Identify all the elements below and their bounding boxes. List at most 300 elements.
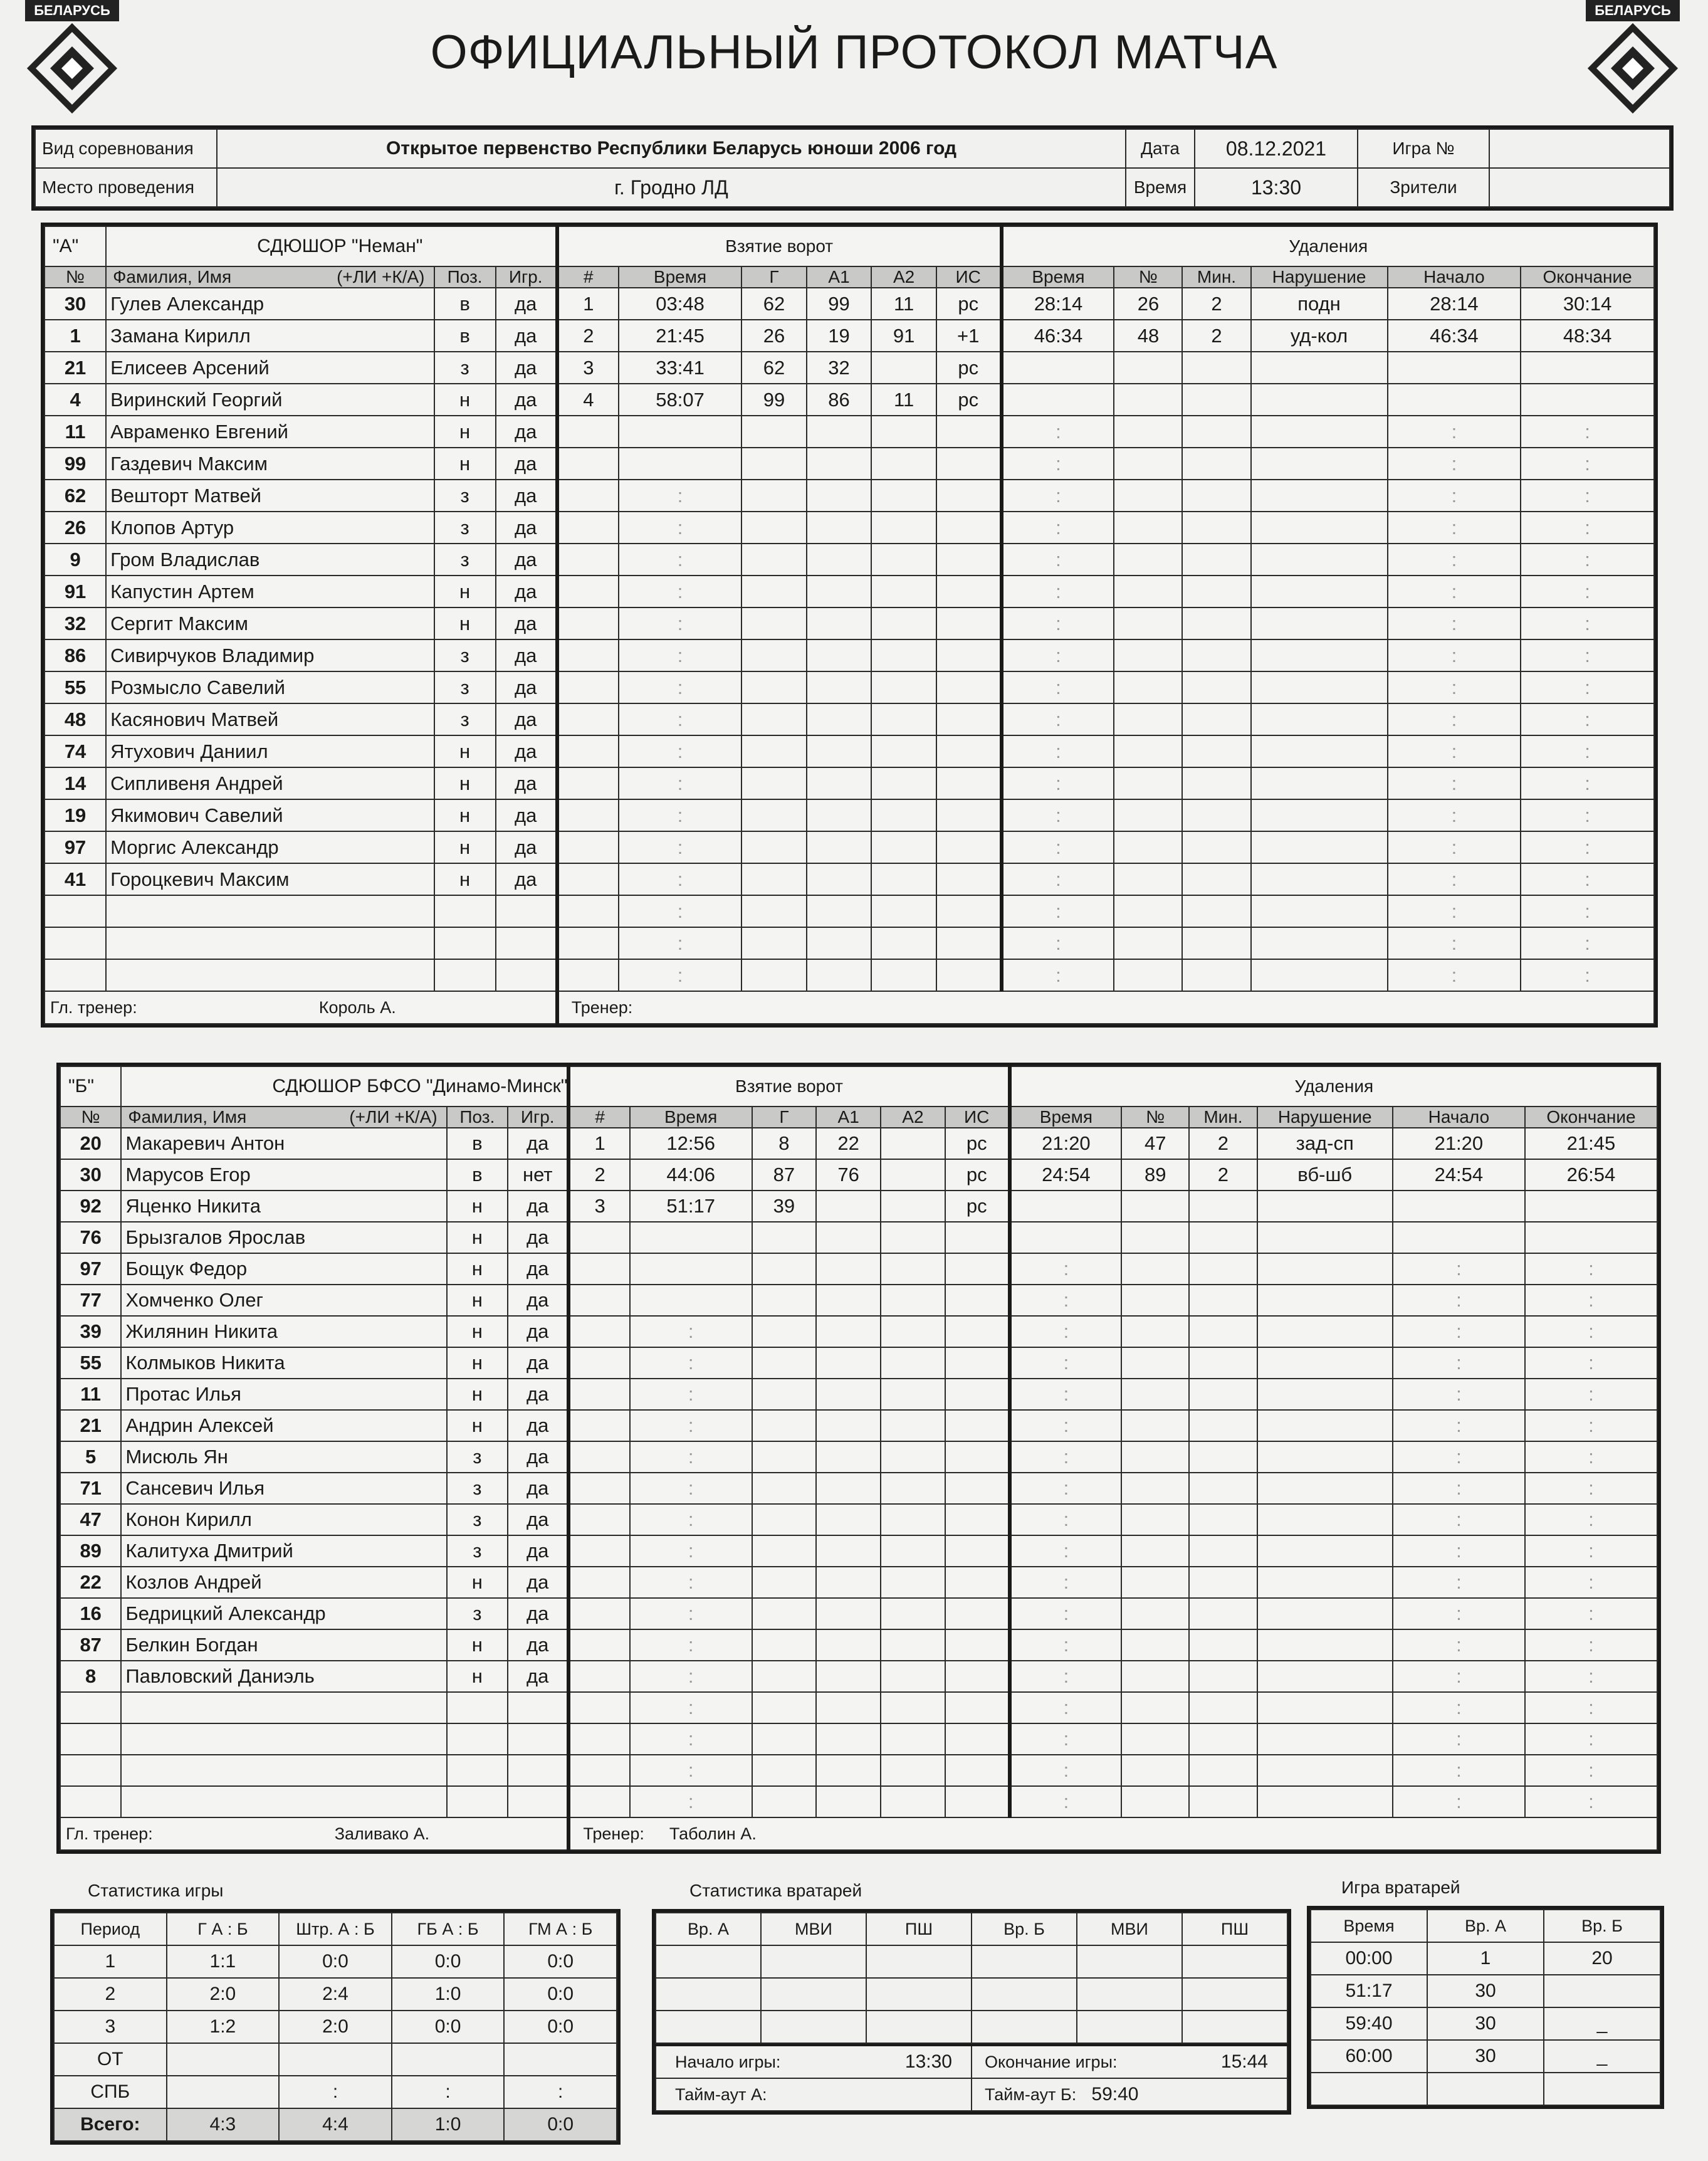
col-no-header: № <box>45 266 106 288</box>
goal-assist1 <box>816 1410 881 1441</box>
player-played: нет <box>508 1159 568 1191</box>
goal-number <box>557 544 619 576</box>
goal-number <box>568 1504 629 1535</box>
goal-situation <box>936 416 1002 448</box>
penalty-infraction <box>1257 1755 1393 1786</box>
penalty-minutes <box>1189 1598 1257 1629</box>
player-row <box>45 320 1654 352</box>
goal-assist2 <box>881 1159 945 1191</box>
penalty-end: : <box>1525 1379 1657 1410</box>
player-position: з <box>447 1441 508 1473</box>
penalty-player <box>1114 639 1182 671</box>
goal-number <box>557 735 619 767</box>
player-number <box>60 1786 121 1817</box>
col-pos-header: Поз. <box>447 1107 508 1128</box>
goal-assist2 <box>881 1473 945 1504</box>
goal-assist2 <box>871 735 936 767</box>
goal-situation: рс <box>945 1128 1010 1159</box>
col-name-label: Фамилия, Имя <box>113 267 232 287</box>
player-number: 71 <box>60 1473 121 1504</box>
goal-situation <box>945 1723 1010 1755</box>
player-name: Ятухович Даниил <box>106 735 434 767</box>
penalty-minutes <box>1182 863 1250 895</box>
player-position: з <box>434 544 496 576</box>
col-situation-header: ИС <box>945 1107 1010 1128</box>
penalty-start: 24:54 <box>1393 1159 1525 1191</box>
player-row <box>60 1723 1657 1755</box>
goal-situation <box>936 480 1002 512</box>
goalie-stats-cell <box>656 2011 761 2043</box>
goalie-play-header: Время <box>1311 1910 1427 1942</box>
team-letter: "А" <box>45 226 106 266</box>
player-played: да <box>496 512 557 544</box>
goal-situation <box>945 1285 1010 1316</box>
col-play-header: Игр. <box>496 266 557 288</box>
goal-scorer <box>752 1222 817 1253</box>
player-row <box>45 607 1654 639</box>
game-label: Игра № <box>1358 129 1489 168</box>
penalty-end: : <box>1525 1441 1657 1473</box>
goalie-stats-cell <box>1182 2011 1287 2043</box>
player-played: да <box>496 767 557 799</box>
player-row <box>60 1786 1657 1817</box>
penalty-end: : <box>1525 1755 1657 1786</box>
goalie-stats-row <box>656 1945 1287 1978</box>
penalty-start: : <box>1393 1723 1525 1755</box>
penalty-time: : <box>1002 831 1114 863</box>
goal-time: : <box>630 1410 752 1441</box>
timeout-b-value: 59:40 <box>1085 2078 1287 2111</box>
period-row <box>54 2076 617 2108</box>
col-pen-start-header: Начало <box>1388 266 1521 288</box>
goal-scorer <box>752 1285 817 1316</box>
goal-scorer: 26 <box>741 320 807 352</box>
period-value: 0:0 <box>504 2108 617 2141</box>
player-position <box>447 1786 508 1817</box>
player-number: 5 <box>60 1441 121 1473</box>
player-name: Хомченко Олег <box>121 1285 446 1316</box>
penalty-start: : <box>1388 927 1521 959</box>
goal-number <box>557 863 619 895</box>
player-number: 87 <box>60 1629 121 1661</box>
goal-assist2 <box>881 1410 945 1441</box>
penalty-infraction <box>1257 1786 1393 1817</box>
penalty-minutes <box>1189 1253 1257 1285</box>
goal-scorer <box>752 1347 817 1379</box>
goal-assist2 <box>881 1692 945 1723</box>
penalty-player <box>1121 1723 1189 1755</box>
goal-time: 33:41 <box>619 352 741 384</box>
goal-time: : <box>619 671 741 703</box>
player-position: н <box>434 863 496 895</box>
goalie-stats-cell <box>761 1945 866 1978</box>
period-label: Всего: <box>54 2108 167 2141</box>
player-row <box>45 384 1654 416</box>
player-number: 11 <box>45 416 106 448</box>
goal-time: : <box>619 480 741 512</box>
goalie-stats-cell <box>761 2011 866 2043</box>
goal-assist2 <box>871 863 936 895</box>
goal-assist2 <box>871 703 936 735</box>
player-position: з <box>447 1598 508 1629</box>
goalie-stats-cell <box>1182 1945 1287 1978</box>
penalty-end: : <box>1521 416 1654 448</box>
goal-scorer <box>752 1535 817 1567</box>
player-position: з <box>434 480 496 512</box>
goal-scorer <box>741 512 807 544</box>
penalty-start: : <box>1388 863 1521 895</box>
goal-scorer: 39 <box>752 1191 817 1222</box>
goalie-stats-header: МВИ <box>1077 1913 1182 1945</box>
goal-assist1 <box>807 607 872 639</box>
goal-scorer <box>752 1316 817 1347</box>
goalie-stats-row <box>656 1978 1287 2011</box>
penalty-end: : <box>1525 1347 1657 1379</box>
penalty-start: : <box>1388 416 1521 448</box>
player-position: з <box>434 671 496 703</box>
goal-time: : <box>619 799 741 831</box>
player-number: 76 <box>60 1222 121 1253</box>
penalty-minutes <box>1182 352 1250 384</box>
penalty-time: : <box>1002 544 1114 576</box>
penalty-player <box>1114 671 1182 703</box>
goalie-a: 30 <box>1427 2040 1544 2073</box>
penalty-infraction: уд-кол <box>1251 320 1388 352</box>
goal-assist1 <box>807 671 872 703</box>
penalty-minutes <box>1189 1567 1257 1598</box>
penalty-end: : <box>1521 735 1654 767</box>
player-played: да <box>496 544 557 576</box>
penalty-time: : <box>1010 1316 1122 1347</box>
head-coach-name: Король А. <box>318 997 396 1017</box>
goal-scorer <box>741 607 807 639</box>
player-row <box>60 1379 1657 1410</box>
team-name: СДЮШОР БФСО "Динамо-Минск" <box>121 1066 568 1107</box>
goal-scorer <box>741 544 807 576</box>
penalty-minutes <box>1182 799 1250 831</box>
penalty-start: : <box>1388 607 1521 639</box>
penalty-infraction: зад-сп <box>1257 1128 1393 1159</box>
spectators-value <box>1489 168 1670 207</box>
goal-time: : <box>630 1473 752 1504</box>
penalty-end <box>1525 1222 1657 1253</box>
player-number: 4 <box>45 384 106 416</box>
goal-situation <box>936 512 1002 544</box>
player-name: Андрин Алексей <box>121 1410 446 1441</box>
penalty-start: : <box>1393 1253 1525 1285</box>
goal-situation <box>945 1473 1010 1504</box>
player-name: Гулев Александр <box>106 288 434 320</box>
penalty-player <box>1114 384 1182 416</box>
penalty-infraction <box>1251 735 1388 767</box>
player-row <box>60 1316 1657 1347</box>
goal-assist2 <box>871 927 936 959</box>
player-name <box>106 927 434 959</box>
player-name: Макаревич Антон <box>121 1128 446 1159</box>
player-number: 8 <box>60 1661 121 1692</box>
penalty-time: : <box>1002 416 1114 448</box>
penalty-time: : <box>1002 703 1114 735</box>
penalty-player <box>1114 607 1182 639</box>
penalty-player <box>1114 544 1182 576</box>
penalty-time: : <box>1010 1504 1122 1535</box>
player-name: Колмыков Никита <box>121 1347 446 1379</box>
player-row <box>45 767 1654 799</box>
penalty-player <box>1114 735 1182 767</box>
penalty-start: : <box>1388 671 1521 703</box>
goal-situation <box>945 1504 1010 1535</box>
player-number: 97 <box>60 1253 121 1285</box>
date-label: Дата <box>1126 129 1195 168</box>
player-played: да <box>508 1441 568 1473</box>
goal-assist2 <box>881 1786 945 1817</box>
player-row <box>60 1692 1657 1723</box>
penalty-infraction <box>1251 927 1388 959</box>
goal-time: : <box>619 863 741 895</box>
penalty-end: : <box>1525 1285 1657 1316</box>
goal-number <box>568 1723 629 1755</box>
goal-time: : <box>630 1723 752 1755</box>
goal-situation <box>945 1786 1010 1817</box>
player-number: 19 <box>45 799 106 831</box>
penalty-end: : <box>1525 1567 1657 1598</box>
penalty-infraction <box>1257 1567 1393 1598</box>
penalty-minutes <box>1182 576 1250 607</box>
penalty-minutes <box>1182 416 1250 448</box>
penalty-time: 21:20 <box>1010 1128 1122 1159</box>
col-goal-time-header: Время <box>630 1107 752 1128</box>
game-stats-header: Период <box>54 1913 167 1945</box>
game-stats-header: ГБ А : Б <box>392 1913 505 1945</box>
player-position: в <box>434 320 496 352</box>
penalty-minutes <box>1189 1504 1257 1535</box>
penalty-infraction <box>1257 1598 1393 1629</box>
goal-number <box>557 639 619 671</box>
penalty-time: : <box>1002 512 1114 544</box>
penalty-infraction <box>1251 767 1388 799</box>
penalty-infraction <box>1251 799 1388 831</box>
period-value <box>392 2043 505 2076</box>
col-play-header: Игр. <box>508 1107 568 1128</box>
period-value: 0:0 <box>392 2011 505 2043</box>
penalty-player <box>1121 1441 1189 1473</box>
goal-assist1 <box>816 1786 881 1817</box>
goal-assist1 <box>807 767 872 799</box>
player-played: да <box>508 1285 568 1316</box>
goal-scorer <box>741 416 807 448</box>
goal-time: : <box>619 576 741 607</box>
penalty-start: : <box>1393 1786 1525 1817</box>
penalty-player <box>1121 1504 1189 1535</box>
player-number <box>45 895 106 927</box>
goal-situation <box>945 1316 1010 1347</box>
goal-scorer <box>752 1504 817 1535</box>
player-number: 9 <box>45 544 106 576</box>
player-name: Яценко Никита <box>121 1191 446 1222</box>
goal-situation <box>936 639 1002 671</box>
head-coach-cell <box>60 1817 568 1850</box>
goal-situation <box>945 1222 1010 1253</box>
goal-number <box>557 416 619 448</box>
penalty-start: : <box>1388 480 1521 512</box>
player-position: н <box>447 1347 508 1379</box>
period-row <box>54 2011 617 2043</box>
head-coach-label: Гл. тренер: <box>50 997 137 1017</box>
goal-assist2 <box>871 767 936 799</box>
penalty-player <box>1121 1316 1189 1347</box>
goal-situation: рс <box>945 1191 1010 1222</box>
game-stats-title: Статистика игры <box>88 1881 224 1900</box>
start-value: 13:30 <box>731 2045 972 2078</box>
period-value: 2:0 <box>279 2011 392 2043</box>
goal-assist2 <box>881 1629 945 1661</box>
player-number: 55 <box>45 671 106 703</box>
player-number: 16 <box>60 1598 121 1629</box>
player-position: н <box>447 1316 508 1347</box>
goal-situation: рс <box>936 384 1002 416</box>
player-number: 41 <box>45 863 106 895</box>
player-played: да <box>508 1253 568 1285</box>
penalty-player <box>1121 1755 1189 1786</box>
penalty-minutes <box>1189 1535 1257 1567</box>
goal-assist1: 76 <box>816 1159 881 1191</box>
goal-time: : <box>630 1598 752 1629</box>
goal-scorer <box>752 1410 817 1441</box>
goal-situation: рс <box>945 1159 1010 1191</box>
player-played: да <box>496 799 557 831</box>
penalty-start: : <box>1393 1379 1525 1410</box>
goal-scorer <box>741 767 807 799</box>
goal-number <box>568 1316 629 1347</box>
player-name: Клопов Артур <box>106 512 434 544</box>
period-value: : <box>392 2076 505 2108</box>
player-name <box>106 895 434 927</box>
player-row <box>45 671 1654 703</box>
penalty-minutes: 2 <box>1189 1159 1257 1191</box>
player-number: 21 <box>60 1410 121 1441</box>
goal-time: : <box>630 1692 752 1723</box>
player-number: 97 <box>45 831 106 863</box>
col-pen-time-header: Время <box>1002 266 1114 288</box>
goalie-a <box>1427 2073 1544 2105</box>
goal-scorer <box>741 480 807 512</box>
player-name <box>106 959 434 991</box>
game-value <box>1489 129 1670 168</box>
player-row <box>45 735 1654 767</box>
goal-assist1: 99 <box>807 288 872 320</box>
goalie-play-header: Вр. А <box>1427 1910 1544 1942</box>
penalty-player <box>1121 1535 1189 1567</box>
page-title: ОФИЦИАЛЬНЫЙ ПРОТОКОЛ МАТЧА <box>430 26 1278 79</box>
goal-situation <box>945 1598 1010 1629</box>
logo-text: БЕЛАРУСЬ <box>1586 0 1680 21</box>
goal-scorer <box>752 1755 817 1786</box>
penalty-infraction <box>1257 1253 1393 1285</box>
goalie-stats-cell <box>656 1945 761 1978</box>
penalties-section-title: Удаления <box>1010 1066 1657 1107</box>
player-name: Брызгалов Ярослав <box>121 1222 446 1253</box>
period-value <box>279 2043 392 2076</box>
penalty-end: : <box>1525 1692 1657 1723</box>
player-position: н <box>434 831 496 863</box>
goal-situation: +1 <box>936 320 1002 352</box>
player-position <box>434 927 496 959</box>
player-played: да <box>508 1629 568 1661</box>
player-number: 62 <box>45 480 106 512</box>
penalty-minutes <box>1182 959 1250 991</box>
goal-scorer <box>741 959 807 991</box>
goal-time: : <box>630 1755 752 1786</box>
col-situation-header: ИС <box>936 266 1002 288</box>
penalty-minutes <box>1189 1347 1257 1379</box>
team-letter: "Б" <box>60 1066 121 1107</box>
goal-number: 2 <box>568 1159 629 1191</box>
goal-scorer: 62 <box>741 288 807 320</box>
penalty-player: 89 <box>1121 1159 1189 1191</box>
goalie-b: _ <box>1544 2007 1660 2040</box>
penalty-time <box>1010 1191 1122 1222</box>
penalty-end: : <box>1521 512 1654 544</box>
player-row <box>60 1567 1657 1598</box>
player-name: Вешторт Матвей <box>106 480 434 512</box>
goal-situation <box>936 767 1002 799</box>
goal-situation: рс <box>936 288 1002 320</box>
penalty-time: : <box>1002 639 1114 671</box>
player-position: з <box>447 1504 508 1535</box>
goal-assist1: 22 <box>816 1128 881 1159</box>
goal-assist2: 11 <box>871 288 936 320</box>
player-name: Сивирчуков Владимир <box>106 639 434 671</box>
penalty-minutes <box>1182 671 1250 703</box>
player-position <box>447 1692 508 1723</box>
goalie-a: 1 <box>1427 1942 1544 1975</box>
penalty-start: : <box>1388 512 1521 544</box>
time-label: Время <box>1126 168 1195 207</box>
penalty-start: : <box>1388 767 1521 799</box>
period-row <box>54 1945 617 1978</box>
penalty-minutes <box>1189 1191 1257 1222</box>
penalty-end: : <box>1525 1473 1657 1504</box>
goal-assist1 <box>807 576 872 607</box>
player-position <box>434 895 496 927</box>
goalie-play-row <box>1311 1942 1660 1975</box>
goal-number <box>568 1253 629 1285</box>
spectators-label: Зрители <box>1358 168 1489 207</box>
goal-time: : <box>630 1567 752 1598</box>
goal-assist1 <box>816 1347 881 1379</box>
penalty-start: : <box>1393 1347 1525 1379</box>
penalty-minutes <box>1189 1661 1257 1692</box>
player-row <box>45 288 1654 320</box>
goal-scorer <box>752 1786 817 1817</box>
goal-assist2 <box>871 352 936 384</box>
penalty-time: : <box>1002 480 1114 512</box>
goal-assist2 <box>881 1661 945 1692</box>
penalty-end: 48:34 <box>1521 320 1654 352</box>
goalie-play-header: Вр. Б <box>1544 1910 1660 1942</box>
goalie-stats-header: Вр. Б <box>972 1913 1077 1945</box>
col-pen-end-header: Окончание <box>1525 1107 1657 1128</box>
goal-time: 21:45 <box>619 320 741 352</box>
penalty-end <box>1521 352 1654 384</box>
goal-situation <box>945 1535 1010 1567</box>
col-goal-scorer-header: Г <box>752 1107 817 1128</box>
player-name: Бедрицкий Александр <box>121 1598 446 1629</box>
penalty-infraction: вб-шб <box>1257 1159 1393 1191</box>
goal-situation <box>936 576 1002 607</box>
penalty-start: : <box>1393 1567 1525 1598</box>
col-pen-start-header: Начало <box>1393 1107 1525 1128</box>
